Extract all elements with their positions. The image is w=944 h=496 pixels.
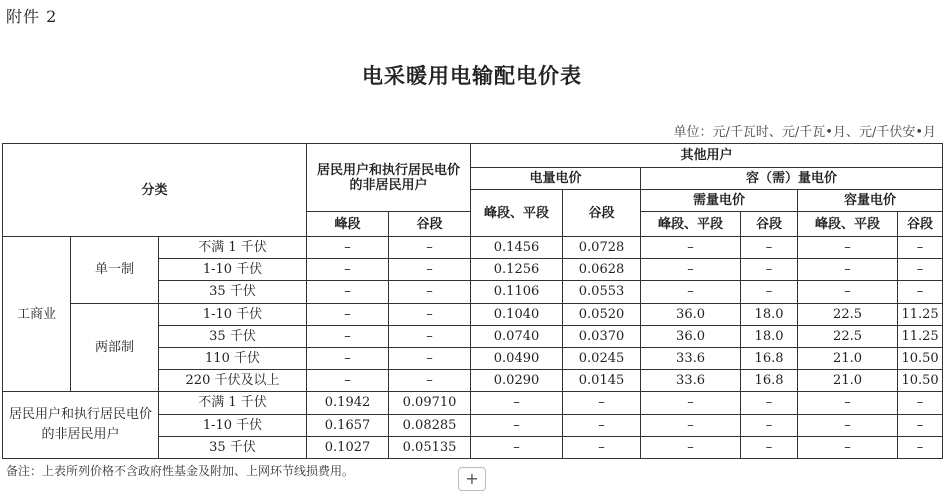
value-cell: 0.0728 [563, 237, 641, 259]
header-capacity-price: 容量电价 [798, 190, 943, 212]
value-cell: – [389, 237, 471, 259]
value-cell: – [741, 436, 798, 458]
value-cell: – [307, 237, 389, 259]
voltage-cell: 1-10 千伏 [159, 303, 307, 325]
value-cell: 0.0290 [471, 370, 563, 392]
value-cell: 0.1657 [307, 414, 389, 436]
value-cell: – [898, 259, 943, 281]
value-cell: – [307, 325, 389, 347]
value-cell: – [563, 414, 641, 436]
attachment-label: 附件 2 [6, 7, 58, 26]
value-cell: – [741, 392, 798, 414]
value-cell: – [641, 237, 741, 259]
voltage-cell: 1-10 千伏 [159, 259, 307, 281]
value-cell: – [307, 303, 389, 325]
value-cell: – [389, 370, 471, 392]
value-cell: – [389, 325, 471, 347]
header-category: 分类 [3, 144, 307, 237]
value-cell: – [389, 347, 471, 369]
value-cell: 22.5 [798, 303, 898, 325]
value-cell: 21.0 [798, 370, 898, 392]
value-cell: – [741, 237, 798, 259]
value-cell: 11.25 [898, 303, 943, 325]
price-table [2, 143, 943, 459]
value-cell: 0.1456 [471, 237, 563, 259]
voltage-cell: 1-10 千伏 [159, 414, 307, 436]
value-cell: – [307, 347, 389, 369]
header-energy-price: 电量电价 [471, 168, 641, 190]
voltage-cell: 不满 1 千伏 [159, 392, 307, 414]
value-cell: – [389, 303, 471, 325]
group-single: 单一制 [71, 237, 159, 304]
header-other-users: 其他用户 [471, 144, 943, 168]
value-cell: 36.0 [641, 325, 741, 347]
value-cell: 0.1256 [471, 259, 563, 281]
header-res-valley: 谷段 [389, 212, 471, 237]
value-cell: – [389, 281, 471, 303]
value-cell: – [898, 392, 943, 414]
header-demand-price: 需量电价 [641, 190, 798, 212]
header-energy-valley: 谷段 [563, 190, 641, 237]
value-cell: – [798, 237, 898, 259]
footnote: 备注：上表所列价格不含政府性基金及附加、上网环节线损费用。 [6, 464, 355, 478]
value-cell: – [798, 414, 898, 436]
header-res-peak: 峰段 [307, 212, 389, 237]
header-capacity-peak-flat: 峰段、平段 [798, 212, 898, 237]
value-cell: 36.0 [641, 303, 741, 325]
value-cell: 0.05135 [389, 436, 471, 458]
value-cell: – [307, 281, 389, 303]
table-row [3, 237, 943, 259]
value-cell: – [641, 414, 741, 436]
value-cell: – [798, 392, 898, 414]
voltage-cell: 110 千伏 [159, 347, 307, 369]
value-cell: 0.0370 [563, 325, 641, 347]
header-residential: 居民用户和执行居民电价的非居民用户 [307, 144, 471, 212]
value-cell: 10.50 [898, 370, 943, 392]
value-cell: 33.6 [641, 370, 741, 392]
value-cell: 16.8 [741, 370, 798, 392]
group-two-part: 两部制 [71, 303, 159, 392]
value-cell: 16.8 [741, 347, 798, 369]
value-cell: 0.1942 [307, 392, 389, 414]
value-cell: – [898, 281, 943, 303]
value-cell: – [898, 237, 943, 259]
header-demand-valley: 谷段 [741, 212, 798, 237]
value-cell: 0.0553 [563, 281, 641, 303]
value-cell: 18.0 [741, 325, 798, 347]
table-row [3, 303, 943, 325]
value-cell: 10.50 [898, 347, 943, 369]
value-cell: – [741, 281, 798, 303]
header-energy-peak-flat: 峰段、平段 [471, 190, 563, 237]
add-button[interactable]: + [458, 467, 486, 491]
value-cell: 0.0628 [563, 259, 641, 281]
value-cell: – [741, 259, 798, 281]
value-cell: – [898, 436, 943, 458]
value-cell: – [641, 436, 741, 458]
value-cell: 33.6 [641, 347, 741, 369]
value-cell: – [798, 259, 898, 281]
value-cell: – [641, 392, 741, 414]
value-cell: – [471, 436, 563, 458]
value-cell: 0.09710 [389, 392, 471, 414]
value-cell: – [798, 436, 898, 458]
value-cell: 0.1106 [471, 281, 563, 303]
value-cell: 0.1027 [307, 436, 389, 458]
value-cell: 0.0145 [563, 370, 641, 392]
value-cell: – [471, 414, 563, 436]
voltage-cell: 35 千伏 [159, 281, 307, 303]
value-cell: – [898, 414, 943, 436]
group-industrial: 工商业 [3, 237, 71, 392]
group-residential: 居民用户和执行居民电价的非居民用户 [3, 392, 159, 459]
value-cell: – [641, 259, 741, 281]
value-cell: 21.0 [798, 347, 898, 369]
value-cell: 11.25 [898, 325, 943, 347]
value-cell: 0.1040 [471, 303, 563, 325]
value-cell: 0.0245 [563, 347, 641, 369]
header-capacity-demand-price: 容（需）量电价 [641, 168, 943, 190]
value-cell: 0.0520 [563, 303, 641, 325]
voltage-cell: 35 千伏 [159, 325, 307, 347]
value-cell: – [471, 392, 563, 414]
value-cell: – [741, 414, 798, 436]
value-cell: – [389, 259, 471, 281]
value-cell: – [307, 259, 389, 281]
unit-label: 单位：元/千瓦时、元/千瓦•月、元/千伏安•月 [673, 125, 936, 140]
voltage-cell: 不满 1 千伏 [159, 237, 307, 259]
value-cell: – [641, 281, 741, 303]
value-cell: 18.0 [741, 303, 798, 325]
voltage-cell: 35 千伏 [159, 436, 307, 458]
table-row [3, 392, 943, 414]
value-cell: 0.08285 [389, 414, 471, 436]
value-cell: – [563, 392, 641, 414]
value-cell: 0.0740 [471, 325, 563, 347]
header-demand-peak-flat: 峰段、平段 [641, 212, 741, 237]
header-capacity-valley: 谷段 [898, 212, 943, 237]
value-cell: – [563, 436, 641, 458]
value-cell: 0.0490 [471, 347, 563, 369]
value-cell: 22.5 [798, 325, 898, 347]
voltage-cell: 220 千伏及以上 [159, 370, 307, 392]
value-cell: – [798, 281, 898, 303]
document-title: 电采暖用电输配电价表 [362, 64, 582, 88]
value-cell: – [307, 370, 389, 392]
